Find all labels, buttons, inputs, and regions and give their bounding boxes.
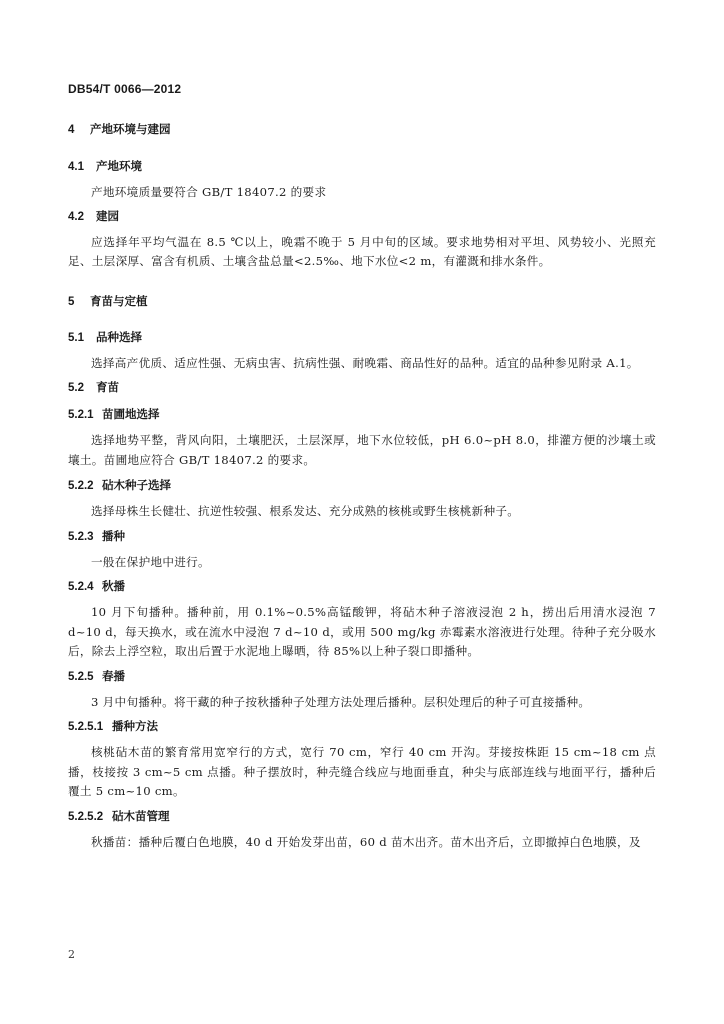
section-heading <box>68 809 656 825</box>
section-number: 5.2.5.2 <box>68 810 104 823</box>
section-title: 产地环境与建园 <box>90 124 171 136</box>
section-number: 5.1 <box>68 331 84 344</box>
section-number: 4 <box>68 124 75 136</box>
section-number: 5.2.5 <box>68 670 94 683</box>
section-heading <box>68 330 656 346</box>
paragraph: 10 月下旬播种。播种前，用 0.1%~0.5%高锰酸钾，将砧木种子溶液浸泡 2 h，捞出后用清水浸泡 7 d~10 d，每天换水，或在流水中浸泡 7 d~10 d，或用 500 mg/kg 赤霉素水溶液进行处理。待种子充分吸水后，除去上浮空粒，取出后置于水泥地上曝晒，待 85%以上种子裂口即播种。 <box>68 605 656 658</box>
section-heading <box>68 407 656 423</box>
section-heading <box>68 209 656 225</box>
section-number: 4.2 <box>68 210 84 223</box>
section-title: 砧木种子选择 <box>102 480 171 492</box>
section-heading <box>68 294 656 310</box>
section-title: 播种 <box>102 530 125 543</box>
section-number: 5.2 <box>68 382 84 394</box>
paragraph: 选择高产优质、适应性强、无病虫害、抗病性强、耐晚霜、商品性好的品种。适宜的品种参见附录 A.1。 <box>91 355 639 370</box>
document-body <box>68 110 656 852</box>
paragraph: 应选择年平均气温在 8.5 ℃以上，晚霜不晚于 5 月中旬的区域。要求地势相对平坦、风势较小、光照充足、土层深厚、富含有机质、土壤含盐总量<2.5‰、地下水位<2 m，有灌溉和排水条件。 <box>68 234 656 268</box>
section-title: 品种选择 <box>96 331 142 344</box>
section-number: 5.2.3 <box>68 530 94 543</box>
section-title: 育苗与定植 <box>90 295 148 308</box>
section-heading <box>68 122 656 138</box>
section-title: 砧木苗管理 <box>112 810 170 823</box>
section-heading <box>68 719 656 735</box>
paragraph: 选择地势平整，背风向阳，土壤肥沃，土层深厚，地下水位较低，pH 6.0~pH 8.0，排灌方便的沙壤土或壤土。苗圃地应符合 GB/T 18407.2 的要求。 <box>68 433 656 467</box>
section-number: 5.2.5.1 <box>68 721 104 733</box>
section-number: 5.2.4 <box>68 581 94 593</box>
paragraph: 秋播苗：播种后覆白色地膜，40 d 开始发芽出苗，60 d 苗木出齐。苗木出齐后，立即撤掉白色地膜，及 <box>91 834 641 849</box>
paragraph: 一般在保护地中进行。 <box>91 554 210 569</box>
section-heading <box>68 529 656 545</box>
paragraph: 核桃砧木苗的繁育常用宽窄行的方式，宽行 70 cm，窄行 40 cm 开沟。芽接按株距 15 cm~18 cm 点播，枝接按 3 cm~5 cm 点播。种子摆放时，种壳缝合线应与地面垂直，种尖与底部连线与地面平行，播种后覆土 5 cm~10 cm。 <box>68 745 656 798</box>
paragraph: 3 月中旬播种。将干藏的种子按秋播种子处理方法处理后播种。层积处理后的种子可直接播种。 <box>91 694 591 709</box>
section-heading <box>68 669 656 685</box>
section-heading <box>68 159 656 175</box>
section-number: 5 <box>68 295 75 308</box>
section-title: 秋播 <box>102 581 125 593</box>
section-title: 建园 <box>96 210 119 223</box>
section-heading <box>68 478 656 494</box>
page-number: 2 <box>68 948 75 961</box>
section-title: 育苗 <box>96 382 119 394</box>
section-heading <box>68 380 656 396</box>
section-title: 春播 <box>102 670 125 683</box>
document-code: DB54/T 0066—2012 <box>68 82 182 96</box>
section-title: 产地环境 <box>96 161 142 173</box>
section-heading <box>68 579 656 595</box>
section-number: 5.2.1 <box>68 409 94 421</box>
paragraph: 产地环境质量要符合 GB/T 18407.2 的要求 <box>91 185 327 199</box>
paragraph: 选择母株生长健壮、抗逆性较强、根系发达、充分成熟的核桃或野生核桃新种子。 <box>91 504 520 518</box>
section-title: 苗圃地选择 <box>102 409 160 421</box>
section-number: 5.2.2 <box>68 480 94 492</box>
section-title: 播种方法 <box>112 721 158 733</box>
section-number: 4.1 <box>68 161 84 173</box>
